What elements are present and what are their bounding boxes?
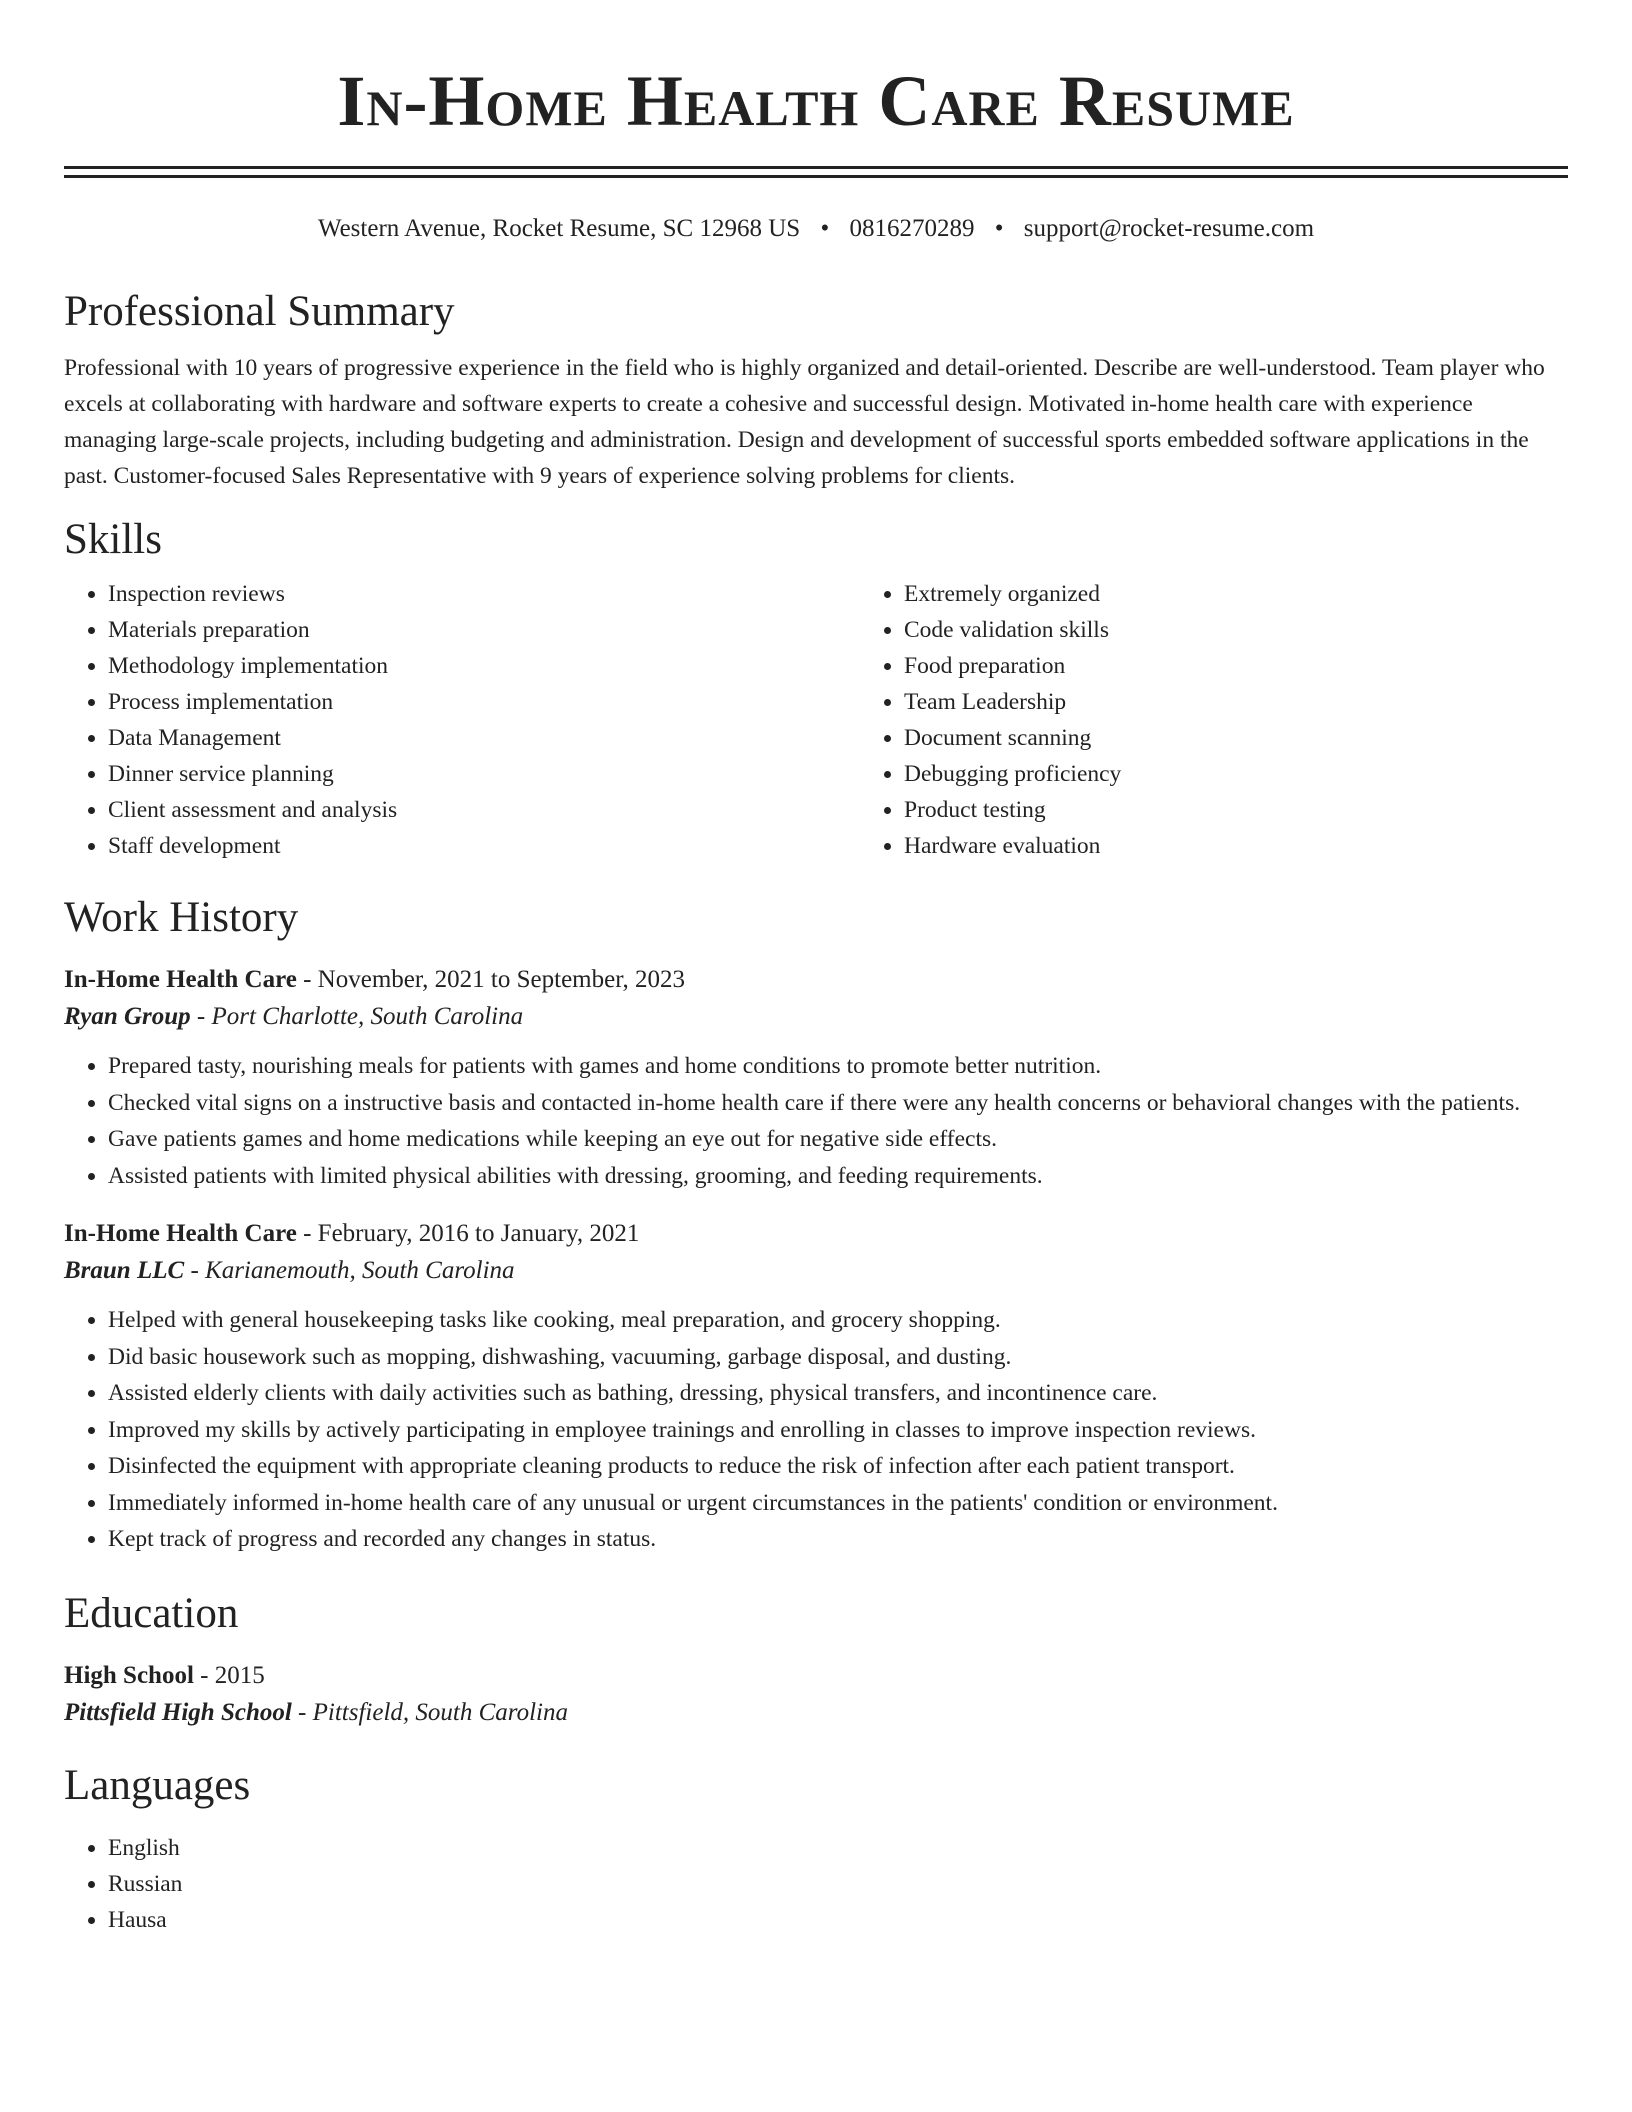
job-title-line xyxy=(64,962,1568,998)
job-duties-list xyxy=(64,1302,1568,1558)
job-employer-line xyxy=(64,998,1568,1036)
header-rule-top xyxy=(64,166,1568,169)
contact-address: Western Avenue, Rocket Resume, SC 12968 US xyxy=(317,215,801,242)
job-duties-list xyxy=(64,1048,1568,1194)
summary-text: Professional with 10 years of progressive experience in the field who is highly organized and detail-oriented. Describe are well-understood. Team player who excels at collaborating with hardware and software experts to create a cohesive and successful design. Motivated in-home health care with experience managing large-scale projects, including budgeting and administration. Design and development of successful sports embedded software applications in the past. Customer-focused Sales Representative with 9 years of experience solving problems for clients. xyxy=(64,355,1545,489)
contact-phone: 0816270289 xyxy=(849,215,975,242)
job-duty: • Gave patients games and home medications while keeping an eye out for negative side effects. xyxy=(108,1121,1568,1158)
skill-item: • Staff development xyxy=(108,828,860,864)
education-year: - 2015 xyxy=(193,1661,265,1689)
skills-heading: Skills xyxy=(64,516,162,563)
skill-item: • Process implementation xyxy=(108,684,860,720)
job-dates: - November, 2021 to September, 2023 xyxy=(296,966,686,993)
job-location: - Port Charlotte, South Carolina xyxy=(190,1003,524,1030)
language-item: • English xyxy=(108,1830,1568,1866)
language-item: • Hausa xyxy=(108,1902,1568,1938)
job-dates: - February, 2016 to January, 2021 xyxy=(296,1220,640,1247)
education-degree-line xyxy=(64,1658,1568,1694)
skills-list-right xyxy=(860,576,1632,864)
skill-item: • Product testing xyxy=(904,792,1632,828)
skill-item: • Extremely organized xyxy=(904,576,1632,612)
education-school: Pittsfield High School xyxy=(64,1698,292,1726)
contact-separator: • xyxy=(994,215,1004,242)
education-school-line xyxy=(64,1694,1568,1732)
languages-list xyxy=(64,1830,1568,1938)
skills-columns xyxy=(64,576,1568,864)
job-company: Ryan Group xyxy=(64,1003,191,1030)
job-company: Braun LLC xyxy=(64,1257,185,1284)
job-duty: • Assisted patients with limited physical abilities with dressing, grooming, and feeding requirements. xyxy=(108,1158,1568,1195)
education-location: - Pittsfield, South Carolina xyxy=(291,1698,568,1726)
job-duty: • Improved my skills by actively participating in employee trainings and enrolling in classes to improve inspection reviews. xyxy=(108,1412,1568,1449)
skill-item: • Debugging proficiency xyxy=(904,756,1632,792)
summary-heading: Professional Summary xyxy=(64,288,455,335)
skill-item: • Materials preparation xyxy=(108,612,860,648)
job-entry xyxy=(64,1216,1568,1558)
job-duty: • Kept track of progress and recorded any changes in status. xyxy=(108,1521,1568,1558)
skill-item: • Data Management xyxy=(108,720,860,756)
language-item: • Russian xyxy=(108,1866,1568,1902)
job-duty: • Immediately informed in-home health care of any unusual or urgent circumstances in the patients' condition or environment. xyxy=(108,1485,1568,1522)
skill-item: • Dinner service planning xyxy=(108,756,860,792)
job-duty: • Prepared tasty, nourishing meals for patients with games and home conditions to promote better nutrition. xyxy=(108,1048,1568,1085)
job-duty: • Assisted elderly clients with daily activities such as bathing, dressing, physical transfers, and incontinence care. xyxy=(108,1375,1568,1412)
skill-item: • Hardware evaluation xyxy=(904,828,1632,864)
skill-item: • Team Leadership xyxy=(904,684,1632,720)
job-duty: • Disinfected the equipment with appropriate cleaning products to reduce the risk of infection after each patient transport. xyxy=(108,1448,1568,1485)
job-duty: • Checked vital signs on a instructive basis and contacted in-home health care if there were any health concerns or behavioral changes with the patients. xyxy=(108,1085,1568,1122)
contact-separator: • xyxy=(820,215,830,242)
education-degree: High School xyxy=(64,1661,194,1689)
education-heading: Education xyxy=(64,1589,239,1637)
contact-email: support@rocket-resume.com xyxy=(1023,215,1315,242)
skill-item: • Code validation skills xyxy=(904,612,1632,648)
header-rule-bottom xyxy=(64,175,1568,178)
languages-heading: Languages xyxy=(64,1761,251,1809)
job-duty: • Helped with general housekeeping tasks like cooking, meal preparation, and grocery shopping. xyxy=(108,1302,1568,1339)
job-duty: • Did basic housework such as mopping, dishwashing, vacuuming, garbage disposal, and dusting. xyxy=(108,1339,1568,1376)
skills-list-left xyxy=(64,576,860,864)
skill-item: • Client assessment and analysis xyxy=(108,792,860,828)
job-location: - Karianemouth, South Carolina xyxy=(184,1257,515,1284)
job-title: In-Home Health Care xyxy=(64,1220,297,1247)
skill-item: • Inspection reviews xyxy=(108,576,860,612)
resume-title: In-Home Health Care Resume xyxy=(337,61,1295,141)
skill-item: • Document scanning xyxy=(904,720,1632,756)
job-entry xyxy=(64,962,1568,1194)
contact-line xyxy=(64,212,1568,246)
work-history-heading: Work History xyxy=(64,894,299,941)
job-title-line xyxy=(64,1216,1568,1252)
job-title: In-Home Health Care xyxy=(64,966,297,993)
skill-item: • Methodology implementation xyxy=(108,648,860,684)
skill-item: • Food preparation xyxy=(904,648,1632,684)
job-employer-line xyxy=(64,1252,1568,1290)
